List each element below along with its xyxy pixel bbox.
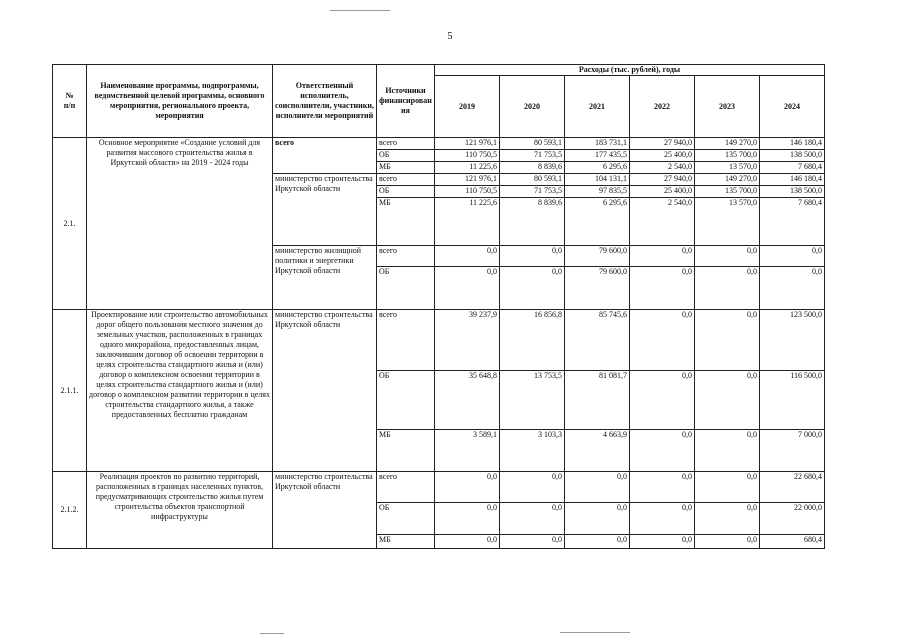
expense-value-2023: 0,0 xyxy=(695,371,760,430)
expense-value-2020: 3 103,3 xyxy=(500,430,565,472)
expense-value-2023: 13 570,0 xyxy=(695,198,760,246)
expense-value-2020: 16 856,8 xyxy=(500,310,565,371)
expense-value-2019: 11 225,6 xyxy=(435,198,500,246)
expense-value-2019: 0,0 xyxy=(435,267,500,310)
responsible-executor: всего xyxy=(273,138,377,174)
header-expenses: Расходы (тыс. рублей), годы xyxy=(435,65,825,76)
expense-value-2019: 11 225,6 xyxy=(435,162,500,174)
expense-value-2023: 149 270,0 xyxy=(695,138,760,150)
expense-value-2022: 0,0 xyxy=(630,535,695,549)
funding-source: всего xyxy=(377,138,435,150)
header-name: Наименование программы, подпрограммы, ведомственной целевой программы, основного мероприятия, регионального проекта, мероприятия xyxy=(87,65,273,138)
funding-source: всего xyxy=(377,246,435,267)
header-responsible: Ответственный исполнитель, соисполнители, участники, исполнители мероприятий xyxy=(273,65,377,138)
expense-value-2020: 71 753,5 xyxy=(500,150,565,162)
expense-value-2023: 149 270,0 xyxy=(695,174,760,186)
header-year-2024: 2024 xyxy=(760,76,825,138)
table-header xyxy=(53,65,825,138)
responsible-executor: министерство строительства Иркутской области xyxy=(273,174,377,246)
expense-value-2020: 0,0 xyxy=(500,503,565,535)
responsible-executor: министерство строительства Иркутской области xyxy=(273,472,377,549)
expense-value-2023: 0,0 xyxy=(695,503,760,535)
expense-value-2022: 27 940,0 xyxy=(630,138,695,150)
section-code: 2.1. xyxy=(53,138,87,310)
expense-value-2020: 8 839,6 xyxy=(500,198,565,246)
expense-value-2019: 110 750,5 xyxy=(435,150,500,162)
expense-value-2019: 121 976,1 xyxy=(435,174,500,186)
expense-value-2019: 121 976,1 xyxy=(435,138,500,150)
expense-value-2020: 80 593,1 xyxy=(500,174,565,186)
expense-value-2020: 8 839,6 xyxy=(500,162,565,174)
expense-value-2020: 0,0 xyxy=(500,472,565,503)
expense-value-2021: 0,0 xyxy=(565,503,630,535)
expense-value-2021: 4 663,9 xyxy=(565,430,630,472)
expense-value-2024: 146 180,4 xyxy=(760,138,825,150)
expense-value-2024: 0,0 xyxy=(760,246,825,267)
funding-source: ОБ xyxy=(377,186,435,198)
expense-value-2019: 0,0 xyxy=(435,503,500,535)
expense-value-2024: 680,4 xyxy=(760,535,825,549)
expense-value-2023: 135 700,0 xyxy=(695,150,760,162)
expense-value-2021: 0,0 xyxy=(565,472,630,503)
funding-source: всего xyxy=(377,174,435,186)
header-source: Источники финансирования xyxy=(377,65,435,138)
funding-source: всего xyxy=(377,310,435,371)
expense-value-2020: 0,0 xyxy=(500,535,565,549)
expense-value-2021: 85 745,6 xyxy=(565,310,630,371)
expense-value-2020: 13 753,5 xyxy=(500,371,565,430)
expense-value-2024: 7 000,0 xyxy=(760,430,825,472)
expense-value-2022: 0,0 xyxy=(630,503,695,535)
expense-value-2019: 3 589,1 xyxy=(435,430,500,472)
expense-value-2019: 0,0 xyxy=(435,472,500,503)
section-name: Основное мероприятие «Создание условий для развития массового строительства жилья в Иркутской области» на 2019 - 2024 годы xyxy=(87,138,273,310)
scan-artifact-top xyxy=(330,10,390,11)
expense-value-2023: 13 570,0 xyxy=(695,162,760,174)
expense-value-2024: 7 680,4 xyxy=(760,198,825,246)
header-year-2021: 2021 xyxy=(565,76,630,138)
expense-value-2024: 138 500,0 xyxy=(760,186,825,198)
expense-value-2019: 35 648,8 xyxy=(435,371,500,430)
expense-value-2022: 0,0 xyxy=(630,246,695,267)
expense-value-2021: 79 600,0 xyxy=(565,267,630,310)
responsible-executor: министерство строительства Иркутской области xyxy=(273,310,377,472)
expense-value-2021: 79 600,0 xyxy=(565,246,630,267)
scan-artifact-bottom-1 xyxy=(560,632,630,633)
expense-value-2022: 27 940,0 xyxy=(630,174,695,186)
expense-value-2024: 146 180,4 xyxy=(760,174,825,186)
responsible-executor: министерство жилищной политики и энергетики Иркутской области xyxy=(273,246,377,310)
expense-value-2020: 0,0 xyxy=(500,246,565,267)
expense-value-2019: 39 237,9 xyxy=(435,310,500,371)
expense-value-2019: 0,0 xyxy=(435,535,500,549)
expense-value-2021: 81 081,7 xyxy=(565,371,630,430)
expense-value-2022: 2 540,0 xyxy=(630,162,695,174)
header-year-2020: 2020 xyxy=(500,76,565,138)
expense-value-2021: 0,0 xyxy=(565,535,630,549)
expense-value-2020: 71 753,5 xyxy=(500,186,565,198)
section-code: 2.1.2. xyxy=(53,472,87,549)
funding-source: всего xyxy=(377,472,435,503)
expense-value-2022: 0,0 xyxy=(630,310,695,371)
table-row xyxy=(53,138,825,150)
funding-source: ОБ xyxy=(377,371,435,430)
section-code: 2.1.1. xyxy=(53,310,87,472)
expense-value-2022: 0,0 xyxy=(630,267,695,310)
expense-value-2023: 0,0 xyxy=(695,310,760,371)
funding-source: ОБ xyxy=(377,267,435,310)
expense-value-2021: 6 295,6 xyxy=(565,198,630,246)
funding-source: МБ xyxy=(377,535,435,549)
expense-value-2022: 25 400,0 xyxy=(630,186,695,198)
funding-source: ОБ xyxy=(377,503,435,535)
funding-source: МБ xyxy=(377,430,435,472)
expense-value-2021: 104 131,1 xyxy=(565,174,630,186)
expense-value-2024: 116 500,0 xyxy=(760,371,825,430)
page-number: 5 xyxy=(447,31,453,42)
expense-value-2024: 123 500,0 xyxy=(760,310,825,371)
expense-value-2020: 0,0 xyxy=(500,267,565,310)
expense-value-2020: 80 593,1 xyxy=(500,138,565,150)
section-name: Проектирование или строительство автомобильных дорог общего пользования местного значения до земельных участков, расположенных в границах одного микрорайона, предоставленных лицам, заключившим договор об освоении территории в целях строительства стандартного жилья и (или) договор о комплексном освоении территории в целях строительства стандартного жилья и (или) договор о комплексном развитии территории в целях строительства стандартного жилья, а также предоставленных бесплатно гражданам xyxy=(87,310,273,472)
expense-value-2023: 0,0 xyxy=(695,246,760,267)
table-row xyxy=(53,472,825,503)
funding-source: МБ xyxy=(377,198,435,246)
expense-value-2021: 97 835,5 xyxy=(565,186,630,198)
expense-value-2024: 22 680,4 xyxy=(760,472,825,503)
header-year-2023: 2023 xyxy=(695,76,760,138)
expense-value-2022: 0,0 xyxy=(630,472,695,503)
expense-value-2023: 0,0 xyxy=(695,430,760,472)
expense-value-2022: 0,0 xyxy=(630,371,695,430)
expenses-table xyxy=(52,64,825,549)
expense-value-2023: 0,0 xyxy=(695,472,760,503)
expense-value-2021: 177 435,5 xyxy=(565,150,630,162)
table-body xyxy=(53,138,825,549)
table-row xyxy=(53,310,825,371)
funding-source: МБ xyxy=(377,162,435,174)
expense-value-2019: 0,0 xyxy=(435,246,500,267)
expense-value-2024: 138 500,0 xyxy=(760,150,825,162)
expense-value-2024: 7 680,4 xyxy=(760,162,825,174)
expense-value-2022: 25 400,0 xyxy=(630,150,695,162)
expense-value-2024: 0,0 xyxy=(760,267,825,310)
scan-artifact-bottom-2 xyxy=(260,633,284,634)
funding-source: ОБ xyxy=(377,150,435,162)
header-year-2019: 2019 xyxy=(435,76,500,138)
header-num: № п/п xyxy=(53,65,87,138)
expense-value-2022: 0,0 xyxy=(630,430,695,472)
header-year-2022: 2022 xyxy=(630,76,695,138)
expense-value-2021: 183 731,1 xyxy=(565,138,630,150)
expense-value-2024: 22 000,0 xyxy=(760,503,825,535)
section-name: Реализация проектов по развитию территорий, расположенных в границах населенных пунктов, предусматривающих строительство жилья путем строительства объектов транспортной инфраструктуры xyxy=(87,472,273,549)
expense-value-2023: 0,0 xyxy=(695,267,760,310)
expense-value-2022: 2 540,0 xyxy=(630,198,695,246)
expense-value-2021: 6 295,6 xyxy=(565,162,630,174)
expense-value-2019: 110 750,5 xyxy=(435,186,500,198)
expense-value-2023: 0,0 xyxy=(695,535,760,549)
expense-value-2023: 135 700,0 xyxy=(695,186,760,198)
